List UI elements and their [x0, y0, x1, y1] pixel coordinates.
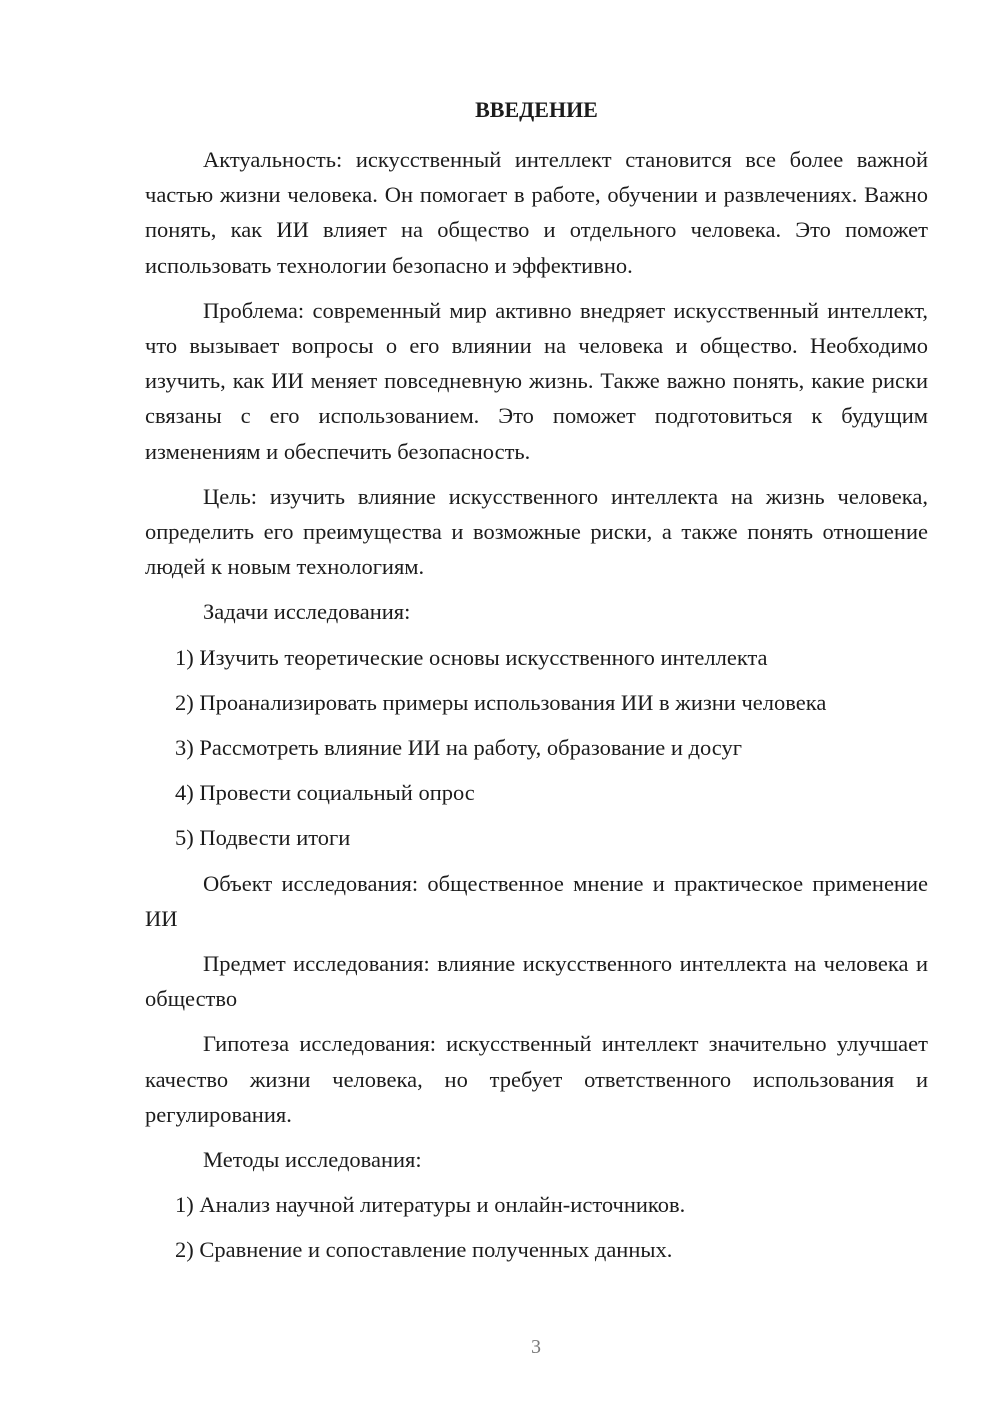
object-paragraph: Объект исследования: общественное мнение и практическое применение ИИ: [145, 870, 928, 931]
methods-list: [145, 1187, 928, 1267]
hypothesis-paragraph: Гипотеза исследования: искусственный интеллект значительно улучшает качество жизни человека, но требует ответственного использования и регулирования.: [145, 1031, 928, 1127]
problem-paragraph: Проблема: современный мир активно внедряет искусственный интеллект, что вызывает вопросы о его влиянии на человека и общество. Необходимо изучить, как ИИ меняет повседневную жизнь. Также важно понять, какие риски связаны с его использованием. Это поможет подготовиться к будущим изменениям и обеспечить безопасность.: [145, 297, 928, 464]
task-item: 2) Проанализировать примеры использования ИИ в жизни человека: [175, 689, 827, 715]
task-item: 3) Рассмотреть влияние ИИ на работу, образование и досуг: [175, 735, 742, 761]
task-item: 1) Изучить теоретические основы искусственного интеллекта: [175, 644, 768, 670]
tasks-label: Задачи исследования:: [203, 599, 411, 625]
relevance-paragraph: Актуальность: искусственный интеллект становится все более важной частью жизни человека. Он помогает в работе, обучении и развлечениях. Важно понять, как ИИ влияет на общество и отдельного человека. Это поможет использовать технологии безопасно и эффективно.: [145, 147, 928, 278]
goal-paragraph: Цель: изучить влияние искусственного интеллекта на жизнь человека, определить его преимущества и возможные риски, а также понять отношение людей к новым технологиям.: [145, 483, 928, 580]
method-item: 2) Сравнение и сопоставление полученных данных.: [175, 1237, 673, 1263]
page-number: 3: [531, 1336, 541, 1358]
method-item: 1) Анализ научной литературы и онлайн-источников.: [175, 1192, 686, 1218]
subject-paragraph: Предмет исследования: влияние искусственного интеллекта на человека и общество: [145, 951, 928, 1012]
task-item: 4) Провести социальный опрос: [175, 780, 475, 806]
page-content: [145, 95, 928, 1278]
methods-label: Методы исследования:: [203, 1147, 422, 1173]
section-heading: ВВЕДЕНИЕ: [475, 97, 598, 122]
task-item: 5) Подвести итоги: [175, 825, 351, 851]
tasks-list: [145, 640, 928, 856]
